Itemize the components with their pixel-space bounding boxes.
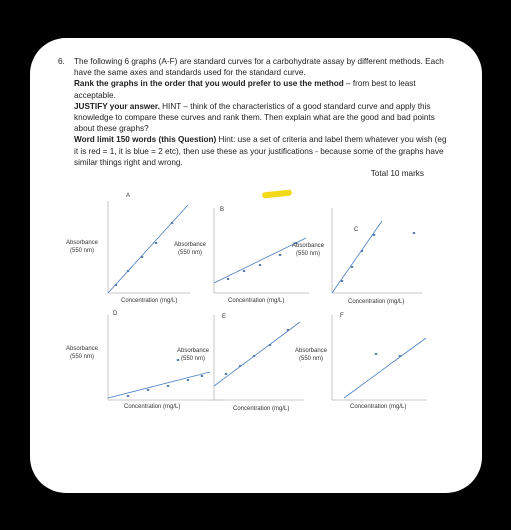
graph-a-point-3: [141, 256, 143, 258]
word-limit-instruction: Word limit 150 words (this Question) Hint: use a set of criteria and label them whatever you wish (eg it is red = 1, it is blue = 2 etc), then use these as your justifications - because some of the graphs have similar things right and wrong.: [74, 135, 447, 167]
graph-c-ylabel: Absorbance (550 nm): [291, 243, 325, 257]
graph-d-point-3: [167, 385, 169, 387]
graph-d-point-2: [147, 389, 149, 391]
graph-f-point-1: [375, 353, 377, 355]
graph-e-letter: E: [222, 314, 227, 320]
graph-a-point-1: [115, 284, 117, 286]
graph-e-trendline: [214, 322, 300, 386]
graph-f-ylabel: Absorbance (550 nm): [294, 348, 328, 362]
graph-d-trendline: [108, 372, 210, 398]
graph-c-xlabel: Concentration (mg/L): [348, 299, 405, 305]
graph-f-xlabel: Concentration (mg/L): [350, 404, 407, 410]
graph-d-xlabel: Concentration (mg/L): [124, 404, 181, 410]
question-number: 6.: [58, 57, 65, 66]
question-intro: The following 6 graphs (A-F) are standard curves for a carbohydrate assay by different methods. Each have the same axes and standards used for the standard curve.: [74, 57, 444, 78]
graph-d-point-4: [187, 379, 189, 381]
graph-a-letter: A: [126, 193, 131, 199]
graph-f: [332, 315, 427, 400]
graph-f-letter: F: [340, 313, 344, 319]
graph-d-point-1: [127, 395, 129, 397]
graph-f-trendline: [344, 338, 426, 398]
graph-e-point-3: [253, 355, 255, 357]
graph-c-point-2: [351, 266, 353, 268]
graph-b-letter: B: [220, 207, 225, 213]
graph-e-point-5: [287, 329, 289, 331]
graph-a-point-2: [127, 270, 129, 272]
rank-instruction: Rank the graphs in the order that you would prefer to use the method – from best to least acceptable.: [74, 79, 416, 100]
graph-c-point-3: [361, 250, 363, 252]
graph-d-letter: D: [113, 311, 118, 317]
graph-e-point-1: [225, 373, 227, 375]
graph-d-ylabel: Absorbance (550 nm): [65, 346, 99, 360]
graph-c: [332, 208, 422, 293]
graph-a-xlabel: Concentration (mg/L): [121, 298, 178, 304]
graph-b-point-4: [279, 254, 281, 256]
graph-a-ylabel: Absorbance (550 nm): [65, 240, 99, 254]
total-marks: Total 10 marks: [370, 169, 424, 179]
graph-a-point-5: [171, 222, 173, 224]
graph-c-point-1: [341, 280, 343, 282]
graph-f-point-2: [399, 355, 401, 357]
graph-d-point-5: [201, 375, 203, 377]
graph-e-point-4: [269, 344, 271, 346]
graph-c-point-5: [413, 232, 415, 234]
graph-c-point-4: [373, 234, 375, 236]
graph-b-point-2: [243, 270, 245, 272]
graph-c-letter: C: [354, 227, 359, 233]
graph-b-xlabel: Concentration (mg/L): [228, 298, 285, 304]
graph-b-point-1: [227, 278, 229, 280]
graph-e-point-2: [239, 365, 241, 367]
graph-e-xlabel: Concentration (mg/L): [233, 406, 290, 412]
justify-instruction: JUSTIFY your answer. HINT – think of the characteristics of a good standard curve and apply this knowledge to compare these curves and rank them. Then explain what are the good and bad points about these graphs?: [74, 101, 435, 134]
graph-b-ylabel: Absorbance (550 nm): [173, 242, 207, 256]
graph-e-ylabel: Absorbance (550 nm): [176, 348, 210, 362]
graph-a-point-4: [155, 242, 157, 244]
graph-b-point-3: [259, 264, 261, 266]
